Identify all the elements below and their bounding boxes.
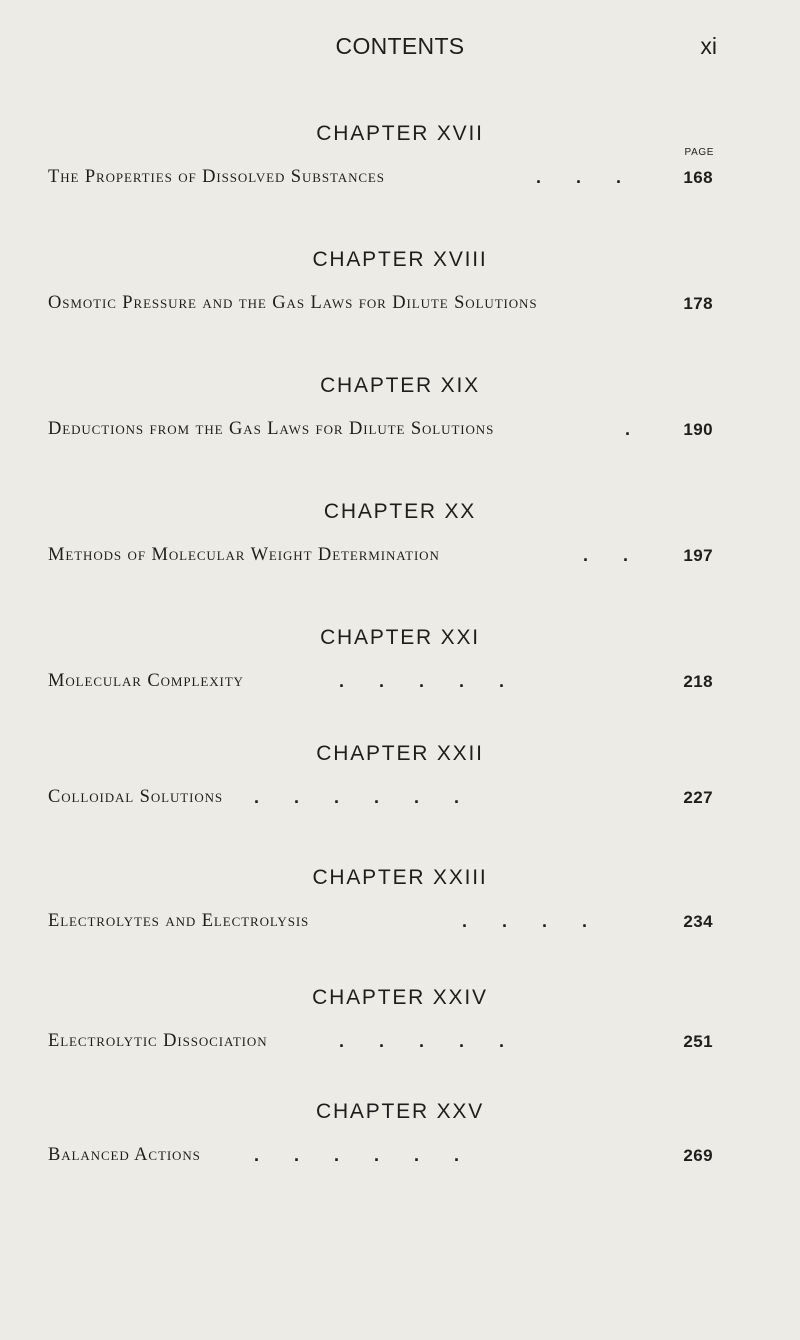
chapter-title: Electrolytic Dissociation	[48, 1031, 268, 1051]
page-number: 178	[683, 294, 713, 313]
toc-entry	[48, 419, 713, 443]
page-number: 227	[683, 788, 713, 807]
page-number: 168	[683, 168, 713, 187]
chapter-heading: CHAPTER XX	[323, 500, 477, 523]
toc-entry	[48, 911, 713, 935]
dot-leader: . . .	[536, 167, 622, 187]
toc-entry	[48, 1031, 713, 1055]
toc-entry	[48, 293, 713, 317]
page-number: 234	[683, 912, 713, 931]
dot-leader: . . . . .	[339, 1031, 505, 1051]
page-number: 251	[683, 1032, 713, 1051]
chapter-heading: CHAPTER XXIII	[312, 866, 488, 889]
page-folio: xi	[700, 33, 717, 59]
toc-entry	[48, 167, 713, 191]
chapter-heading: CHAPTER XXV	[316, 1100, 484, 1123]
page-number: 269	[683, 1146, 713, 1165]
toc-entry	[48, 787, 713, 811]
toc-entry	[48, 1145, 713, 1169]
chapter-title: Electrolytes and Electrolysis	[48, 911, 310, 931]
chapter-title: Molecular Complexity	[48, 671, 244, 691]
page-column-heading: PAGE	[684, 147, 714, 158]
chapter-heading: CHAPTER XXI	[320, 626, 480, 649]
chapter-title: Osmotic Pressure and the Gas Laws for Dilute Solutions	[48, 293, 538, 313]
dot-leader: .	[625, 419, 631, 439]
chapter-heading: CHAPTER XXIV	[312, 986, 488, 1009]
chapter-heading: CHAPTER XVIII	[312, 248, 488, 271]
chapter-title: The Properties of Dissolved Substances	[48, 167, 385, 187]
chapter-heading: CHAPTER XIX	[320, 374, 480, 397]
dot-leader: . .	[583, 545, 629, 565]
dot-leader: . . . . . .	[254, 1145, 460, 1165]
dot-leader: . . . . .	[339, 671, 505, 691]
chapter-title: Balanced Actions	[48, 1145, 201, 1165]
chapter-heading: CHAPTER XVII	[316, 122, 484, 145]
chapter-title: Methods of Molecular Weight Determination	[48, 545, 440, 565]
toc-entry	[48, 671, 713, 695]
chapter-title: Deductions from the Gas Laws for Dilute Solutions	[48, 419, 495, 439]
page-number: 218	[683, 672, 713, 691]
chapter-title: Colloidal Solutions	[48, 787, 224, 807]
dot-leader: . . . . . .	[254, 787, 460, 807]
page-number: 197	[683, 546, 713, 565]
chapter-heading: CHAPTER XXII	[316, 742, 484, 765]
page-number: 190	[683, 420, 713, 439]
dot-leader: . . . .	[462, 911, 588, 931]
running-title: CONTENTS	[335, 33, 465, 59]
toc-entry	[48, 545, 713, 569]
